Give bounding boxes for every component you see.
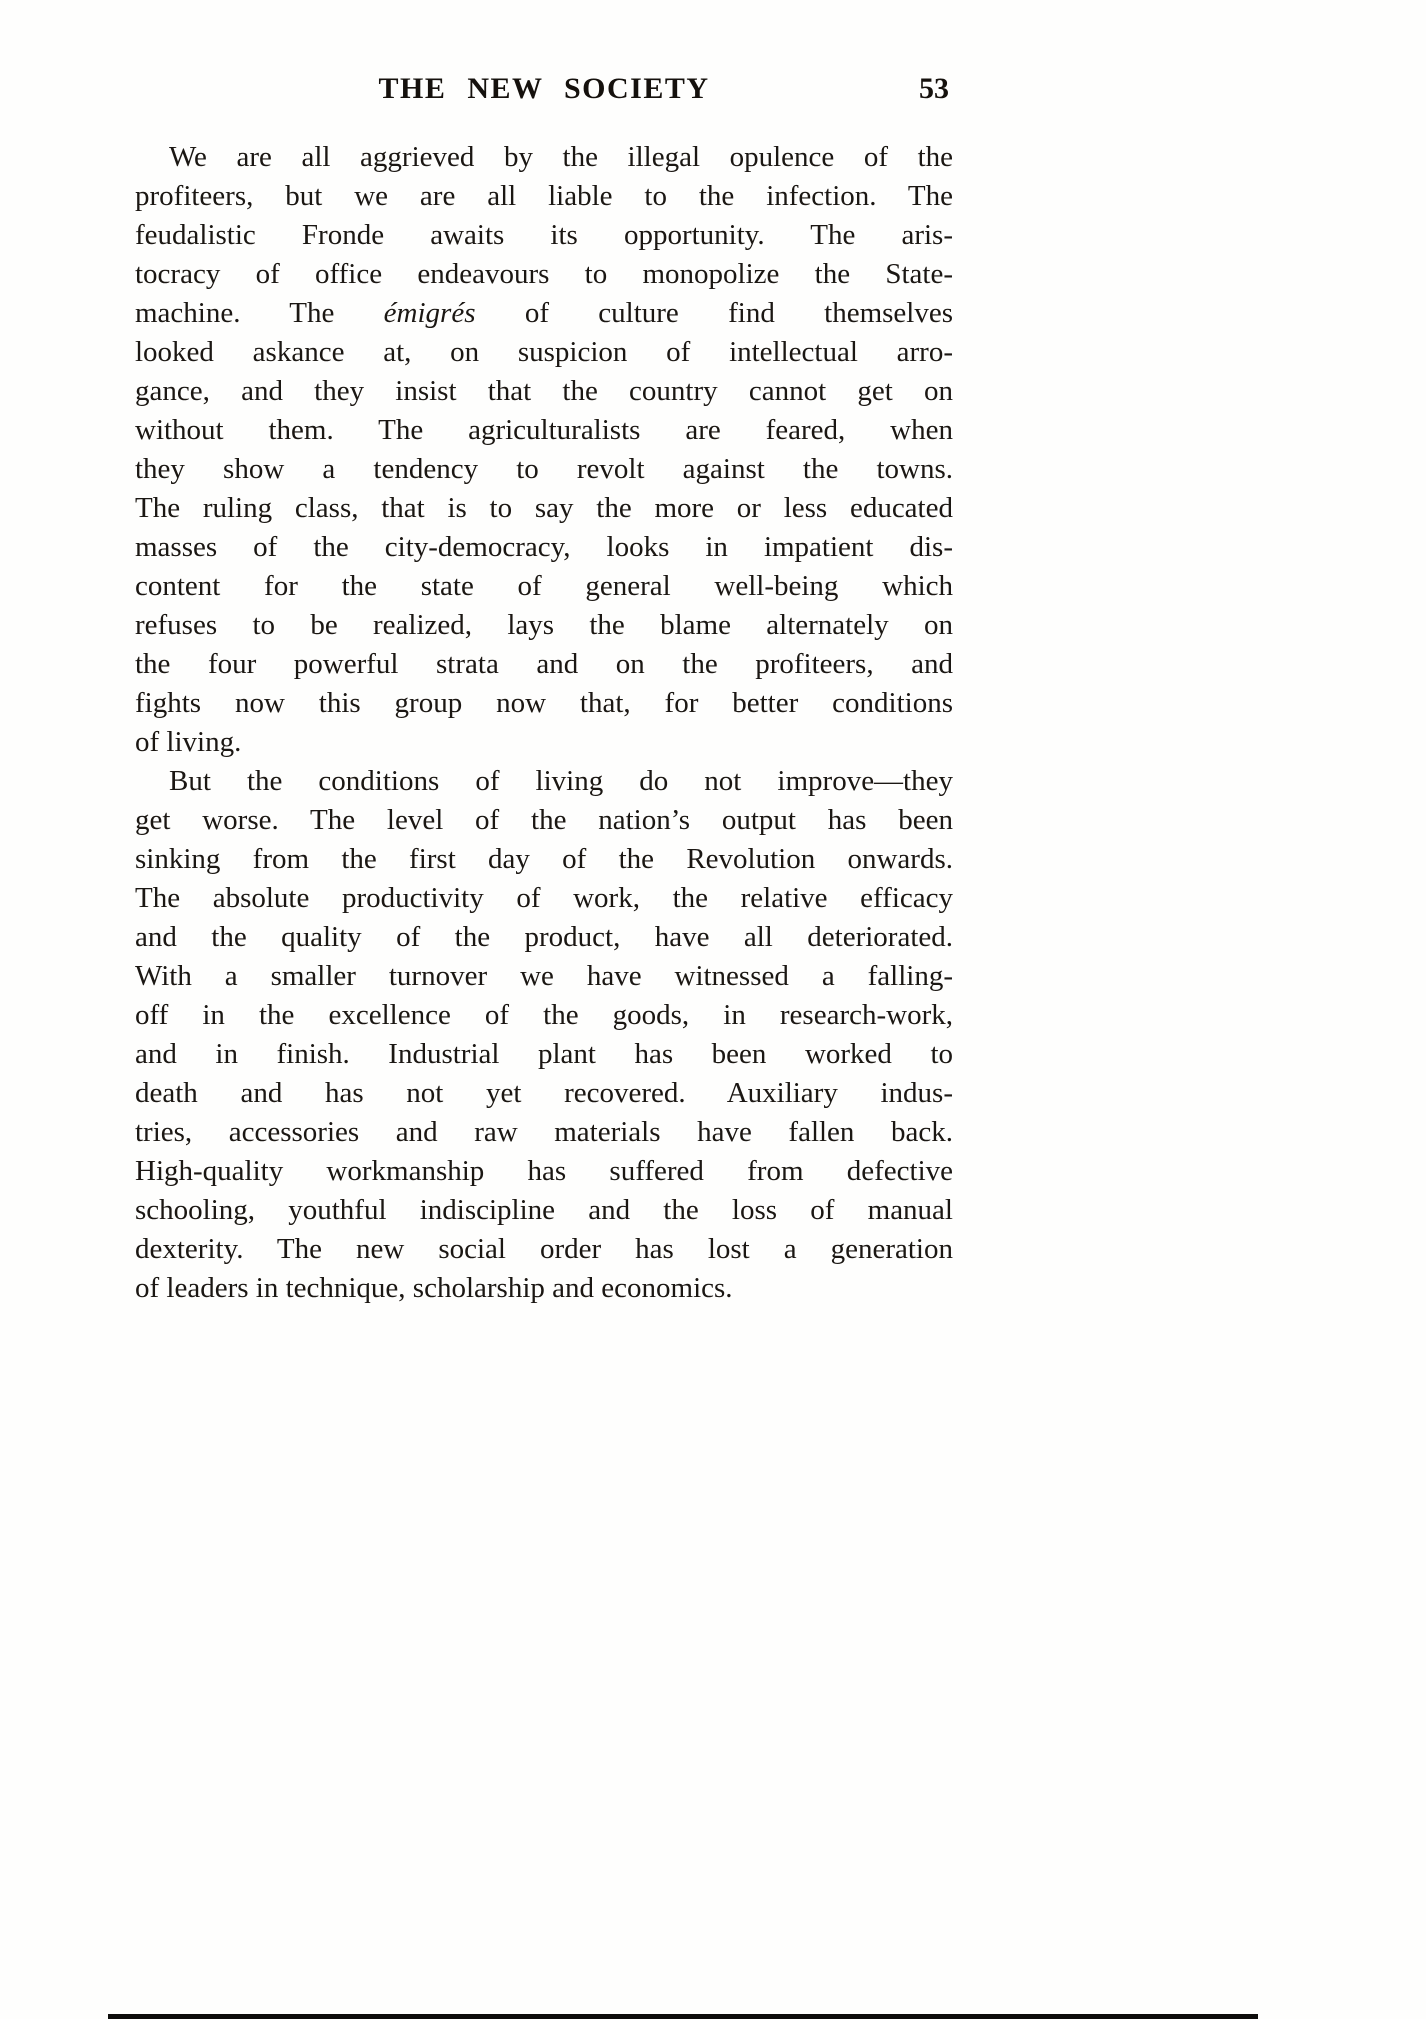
text-line: profiteers, but we are all liable to the infection. The <box>135 180 953 212</box>
text-line: High-quality workmanship has suffered from defective <box>135 1155 953 1187</box>
text-line: and the quality of the product, have all deteriorated. <box>135 921 953 953</box>
page-number: 53 <box>919 72 949 105</box>
scan-edge-artifact <box>108 2014 1258 2019</box>
page-header <box>135 72 953 116</box>
text-line: The ruling class, that is to say the more or less educated <box>135 492 953 524</box>
text-line: and in finish. Industrial plant has been worked to <box>135 1038 953 1070</box>
text-line: tries, accessories and raw materials have fallen back. <box>135 1116 953 1148</box>
text-line: refuses to be realized, lays the blame alternately on <box>135 609 953 641</box>
text-line: schooling, youthful indiscipline and the loss of manual <box>135 1194 953 1226</box>
text-line: machine. The émigrés of culture find themselves <box>135 297 953 329</box>
text-line: masses of the city-democracy, looks in impatient dis- <box>135 531 953 563</box>
text-line: of leaders in technique, scholarship and economics. <box>135 1272 733 1304</box>
text-line: fights now this group now that, for better conditions <box>135 687 953 719</box>
text-line: tocracy of office endeavours to monopolize the State- <box>135 258 953 290</box>
text-line: feudalistic Fronde awaits its opportunity. The aris- <box>135 219 953 251</box>
text-line: without them. The agriculturalists are feared, when <box>135 414 953 446</box>
text-block <box>135 72 953 1308</box>
text-line: sinking from the first day of the Revolution onwards. <box>135 843 953 875</box>
text-line: gance, and they insist that the country cannot get on <box>135 375 953 407</box>
text-line: But the conditions of living do not improve—they <box>169 765 953 797</box>
text-line: of living. <box>135 726 242 758</box>
text-line: the four powerful strata and on the profiteers, and <box>135 648 953 680</box>
text-line: With a smaller turnover we have witnessed a falling- <box>135 960 953 992</box>
text-line: they show a tendency to revolt against the towns. <box>135 453 953 485</box>
text-line: off in the excellence of the goods, in research-work, <box>135 999 953 1031</box>
text-line: dexterity. The new social order has lost a generation <box>135 1233 953 1265</box>
text-line: We are all aggrieved by the illegal opulence of the <box>169 141 953 173</box>
text-line: looked askance at, on suspicion of intellectual arro- <box>135 336 953 368</box>
paragraph <box>135 138 953 762</box>
text-line: content for the state of general well-being which <box>135 570 953 602</box>
text-line: death and has not yet recovered. Auxiliary indus- <box>135 1077 953 1109</box>
text-line: get worse. The level of the nation’s output has been <box>135 804 953 836</box>
paragraph <box>135 762 953 1308</box>
body-text <box>135 138 953 1308</box>
page-title: THE NEW SOCIETY <box>378 72 710 105</box>
text-line: The absolute productivity of work, the relative efficacy <box>135 882 953 914</box>
